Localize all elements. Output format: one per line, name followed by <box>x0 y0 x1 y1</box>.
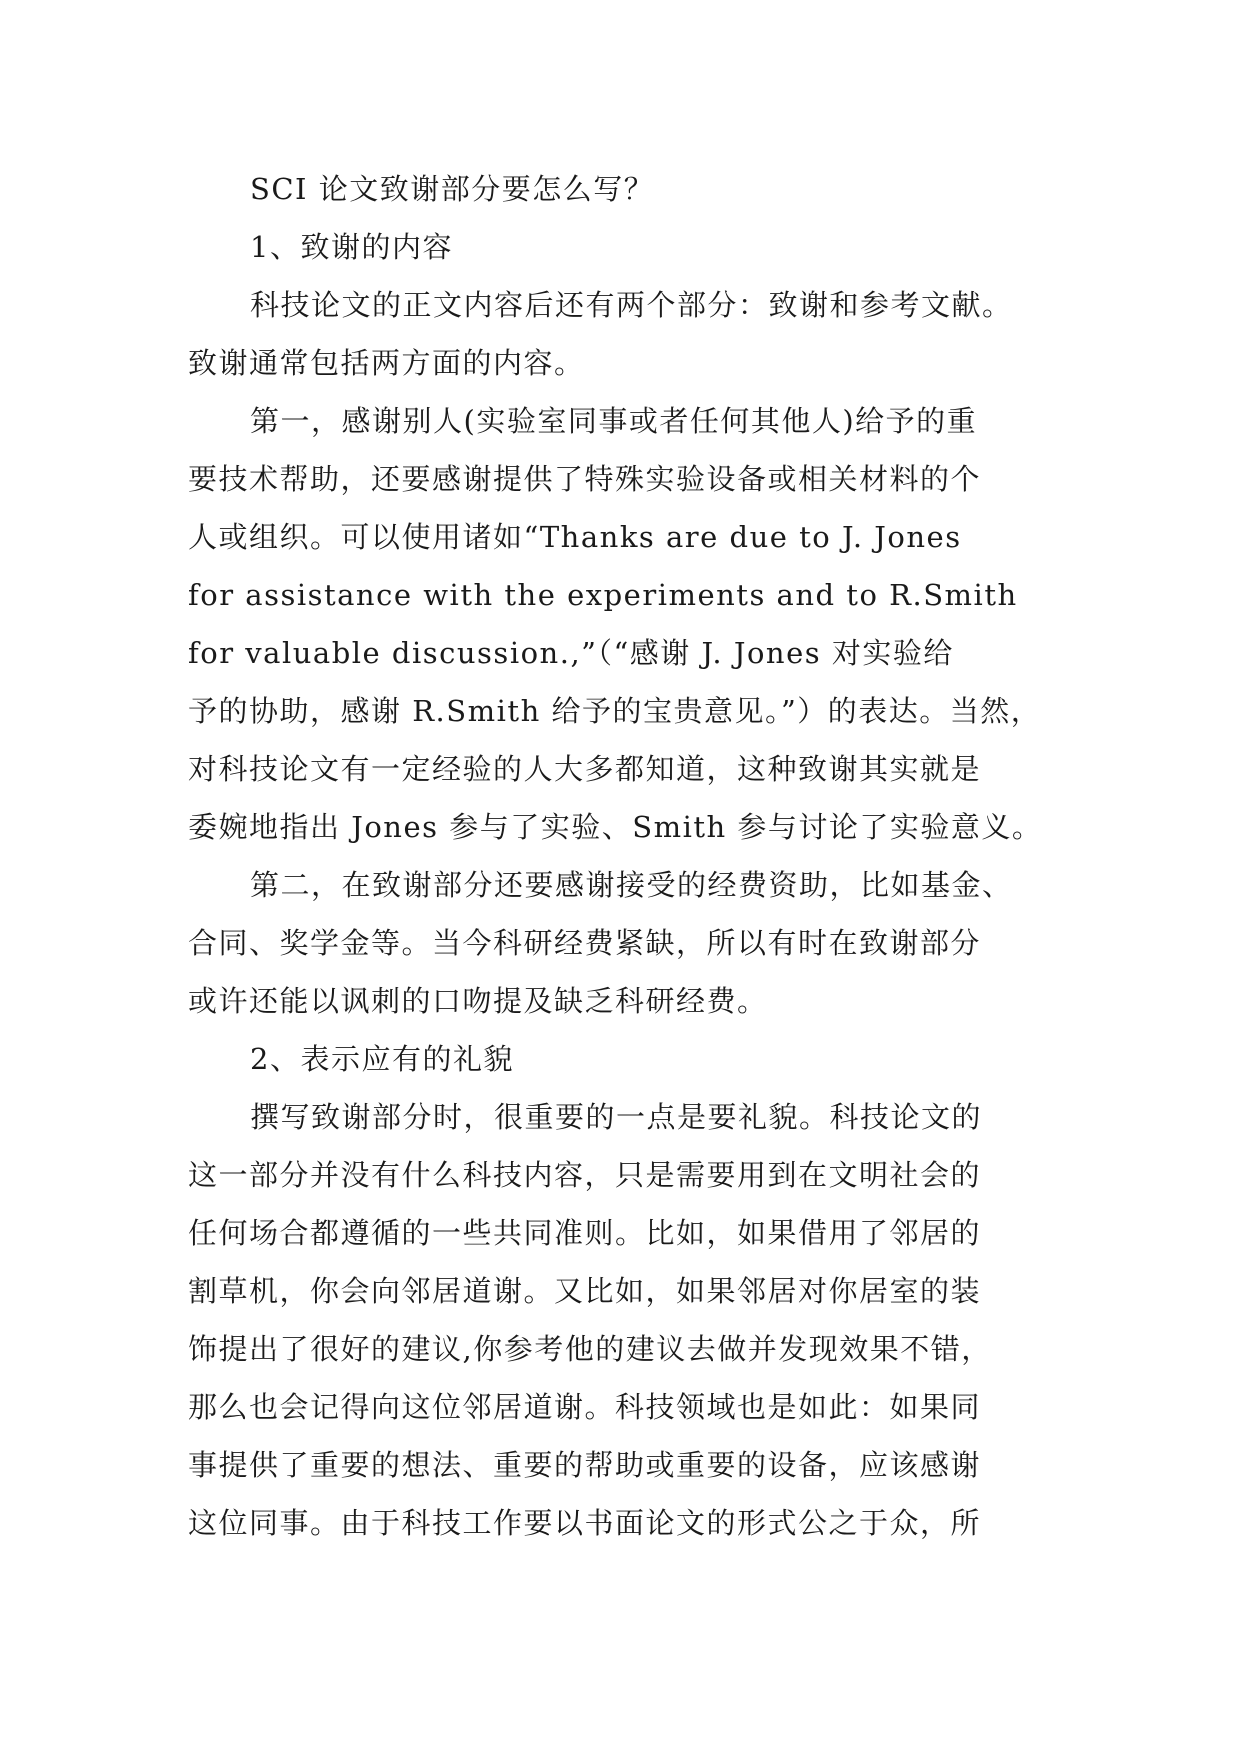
paragraph-line: 这位同事。由于科技工作要以书面论文的形式公之于众，所 <box>188 1506 982 1540</box>
paragraph-line: 予的协助，感谢 R.Smith 给予的宝贵意见。”）的表达。当然， <box>188 694 1042 728</box>
paragraph-line: 任何场合都遵循的一些共同准则。比如，如果借用了邻居的 <box>188 1216 982 1250</box>
paragraph-line: 第二，在致谢部分还要感谢接受的经费资助，比如基金、 <box>250 868 1013 902</box>
paragraph-line: 饰提出了很好的建议,你参考他的建议去做并发现效果不错， <box>188 1332 992 1366</box>
paragraph-line: 人或组织。可以使用诸如“Thanks are due to J. Jones <box>188 520 962 554</box>
paragraph-line: 这一部分并没有什么科技内容，只是需要用到在文明社会的 <box>188 1158 982 1192</box>
paragraph-line: 割草机，你会向邻居道谢。又比如，如果邻居对你居室的装 <box>188 1274 982 1308</box>
paragraph-line: 致谢通常包括两方面的内容。 <box>188 346 585 380</box>
paragraph-line: 委婉地指出 Jones 参与了实验、Smith 参与讨论了实验意义。 <box>188 810 1043 844</box>
paragraph-line: 合同、奖学金等。当今科研经费紧缺，所以有时在致谢部分 <box>188 926 982 960</box>
paragraph-line: 或许还能以讽刺的口吻提及缺乏科研经费。 <box>188 984 768 1018</box>
paragraph-line: 撰写致谢部分时，很重要的一点是要礼貌。科技论文的 <box>250 1100 983 1134</box>
paragraph-line: for valuable discussion.,”（“感谢 J. Jones 对实验给 <box>188 636 954 670</box>
paragraph-line: 要技术帮助，还要感谢提供了特殊实验设备或相关材料的个 <box>188 462 982 496</box>
paragraph-line: 那么也会记得向这位邻居道谢。科技领域也是如此：如果同 <box>188 1390 982 1424</box>
paragraph-line: 对科技论文有一定经验的人大多都知道，这种致谢其实就是 <box>188 752 982 786</box>
paragraph-line: 事提供了重要的想法、重要的帮助或重要的设备，应该感谢 <box>188 1448 982 1482</box>
section-heading-1: 1、致谢的内容 <box>250 230 453 264</box>
paragraph-line: for assistance with the experiments and to R.Smith <box>188 578 1018 612</box>
paragraph-line: 第一，感谢别人(实验室同事或者任何其他人)给予的重 <box>250 404 978 438</box>
document-title: SCI 论文致谢部分要怎么写？ <box>250 172 655 206</box>
section-heading-2: 2、表示应有的礼貌 <box>250 1042 514 1076</box>
paragraph-line: 科技论文的正文内容后还有两个部分：致谢和参考文献。 <box>250 288 1013 322</box>
